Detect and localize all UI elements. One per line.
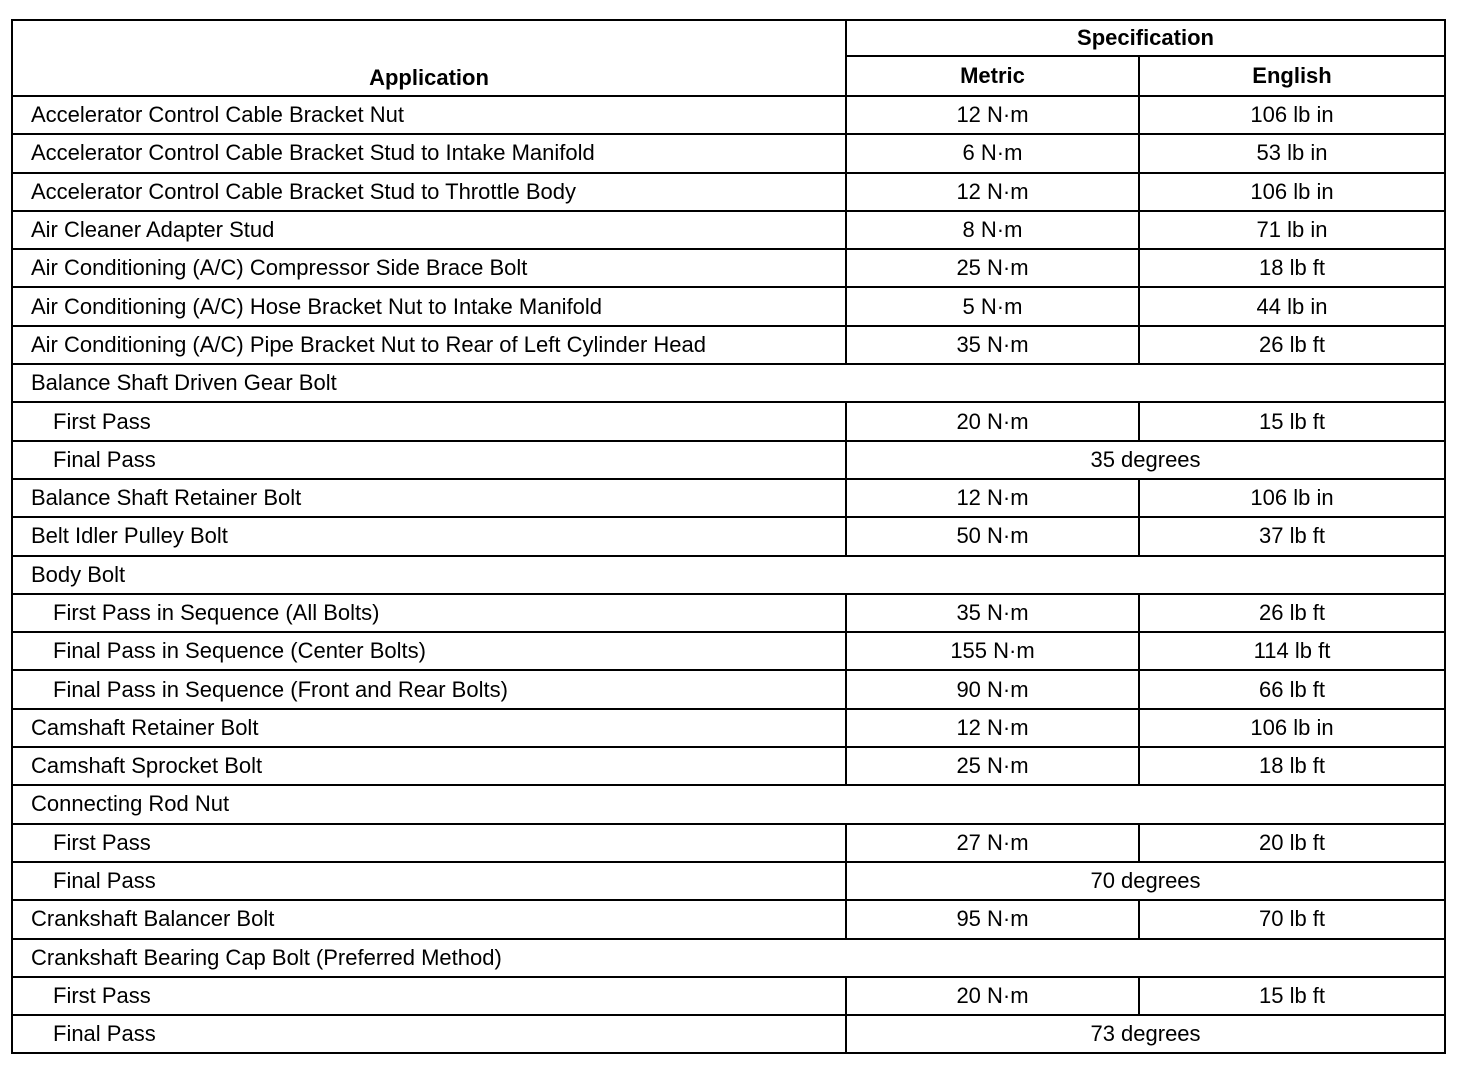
english-cell: 26 lb ft — [1139, 594, 1445, 632]
english-cell: 15 lb ft — [1139, 402, 1445, 440]
table-row — [12, 517, 1445, 555]
english-cell: 106 lb in — [1139, 96, 1445, 134]
table-group-row — [12, 939, 1445, 977]
metric-cell: 8 N·m — [846, 211, 1139, 249]
table-row — [12, 479, 1445, 517]
metric-cell: 20 N·m — [846, 402, 1139, 440]
table-row — [12, 249, 1445, 287]
table-body — [12, 96, 1445, 1053]
application-cell: Air Cleaner Adapter Stud — [12, 211, 846, 249]
english-cell: 106 lb in — [1139, 709, 1445, 747]
table-row — [12, 747, 1445, 785]
application-cell: Final Pass in Sequence (Front and Rear Bolts) — [12, 670, 846, 708]
table-row — [12, 862, 1445, 900]
metric-cell: 155 N·m — [846, 632, 1139, 670]
metric-cell: 95 N·m — [846, 900, 1139, 938]
application-cell: Final Pass — [12, 1015, 846, 1053]
merged-spec-cell: 73 degrees — [846, 1015, 1445, 1053]
application-cell: Final Pass — [12, 441, 846, 479]
table-row — [12, 211, 1445, 249]
table-row — [12, 670, 1445, 708]
table-row — [12, 709, 1445, 747]
english-cell: 70 lb ft — [1139, 900, 1445, 938]
table-row — [12, 1015, 1445, 1053]
application-cell: Air Conditioning (A/C) Hose Bracket Nut to Intake Manifold — [12, 287, 846, 325]
application-cell: Air Conditioning (A/C) Compressor Side Brace Bolt — [12, 249, 846, 287]
torque-spec-sheet — [11, 19, 1444, 1054]
torque-spec-table — [11, 19, 1446, 1054]
application-cell: Final Pass — [12, 862, 846, 900]
header-application: Application — [12, 20, 846, 96]
english-cell: 114 lb ft — [1139, 632, 1445, 670]
table-group-row — [12, 785, 1445, 823]
application-cell: Air Conditioning (A/C) Pipe Bracket Nut to Rear of Left Cylinder Head — [12, 326, 846, 364]
english-cell: 18 lb ft — [1139, 249, 1445, 287]
application-cell: First Pass — [12, 977, 846, 1015]
metric-cell: 35 N·m — [846, 326, 1139, 364]
application-cell: Crankshaft Balancer Bolt — [12, 900, 846, 938]
header-specification: Specification — [846, 20, 1445, 56]
group-heading-cell: Body Bolt — [12, 556, 1445, 594]
table-group-row — [12, 556, 1445, 594]
english-cell: 15 lb ft — [1139, 977, 1445, 1015]
english-cell: 18 lb ft — [1139, 747, 1445, 785]
header-english: English — [1139, 56, 1445, 96]
english-cell: 106 lb in — [1139, 479, 1445, 517]
header-metric: Metric — [846, 56, 1139, 96]
table-row — [12, 594, 1445, 632]
group-heading-cell: Balance Shaft Driven Gear Bolt — [12, 364, 1445, 402]
application-cell: Final Pass in Sequence (Center Bolts) — [12, 632, 846, 670]
metric-cell: 12 N·m — [846, 96, 1139, 134]
application-cell: First Pass — [12, 402, 846, 440]
english-cell: 20 lb ft — [1139, 824, 1445, 862]
table-row — [12, 441, 1445, 479]
application-cell: Belt Idler Pulley Bolt — [12, 517, 846, 555]
metric-cell: 12 N·m — [846, 173, 1139, 211]
english-cell: 106 lb in — [1139, 173, 1445, 211]
english-cell: 44 lb in — [1139, 287, 1445, 325]
metric-cell: 5 N·m — [846, 287, 1139, 325]
metric-cell: 25 N·m — [846, 747, 1139, 785]
table-row — [12, 287, 1445, 325]
application-cell: Accelerator Control Cable Bracket Nut — [12, 96, 846, 134]
application-cell: Accelerator Control Cable Bracket Stud to Throttle Body — [12, 173, 846, 211]
table-row — [12, 134, 1445, 172]
application-cell: Camshaft Retainer Bolt — [12, 709, 846, 747]
metric-cell: 12 N·m — [846, 709, 1139, 747]
table-group-row — [12, 364, 1445, 402]
metric-cell: 50 N·m — [846, 517, 1139, 555]
table-row — [12, 96, 1445, 134]
application-cell: Balance Shaft Retainer Bolt — [12, 479, 846, 517]
group-heading-cell: Connecting Rod Nut — [12, 785, 1445, 823]
metric-cell: 90 N·m — [846, 670, 1139, 708]
english-cell: 26 lb ft — [1139, 326, 1445, 364]
metric-cell: 25 N·m — [846, 249, 1139, 287]
merged-spec-cell: 70 degrees — [846, 862, 1445, 900]
table-row — [12, 824, 1445, 862]
english-cell: 66 lb ft — [1139, 670, 1445, 708]
metric-cell: 20 N·m — [846, 977, 1139, 1015]
english-cell: 71 lb in — [1139, 211, 1445, 249]
group-heading-cell: Crankshaft Bearing Cap Bolt (Preferred Method) — [12, 939, 1445, 977]
english-cell: 37 lb ft — [1139, 517, 1445, 555]
table-row — [12, 402, 1445, 440]
application-cell: Accelerator Control Cable Bracket Stud to Intake Manifold — [12, 134, 846, 172]
metric-cell: 6 N·m — [846, 134, 1139, 172]
merged-spec-cell: 35 degrees — [846, 441, 1445, 479]
header-row-top — [12, 20, 1445, 56]
table-row — [12, 977, 1445, 1015]
metric-cell: 12 N·m — [846, 479, 1139, 517]
application-cell: First Pass — [12, 824, 846, 862]
english-cell: 53 lb in — [1139, 134, 1445, 172]
table-row — [12, 900, 1445, 938]
table-row — [12, 326, 1445, 364]
metric-cell: 27 N·m — [846, 824, 1139, 862]
table-row — [12, 632, 1445, 670]
application-cell: Camshaft Sprocket Bolt — [12, 747, 846, 785]
metric-cell: 35 N·m — [846, 594, 1139, 632]
application-cell: First Pass in Sequence (All Bolts) — [12, 594, 846, 632]
table-row — [12, 173, 1445, 211]
